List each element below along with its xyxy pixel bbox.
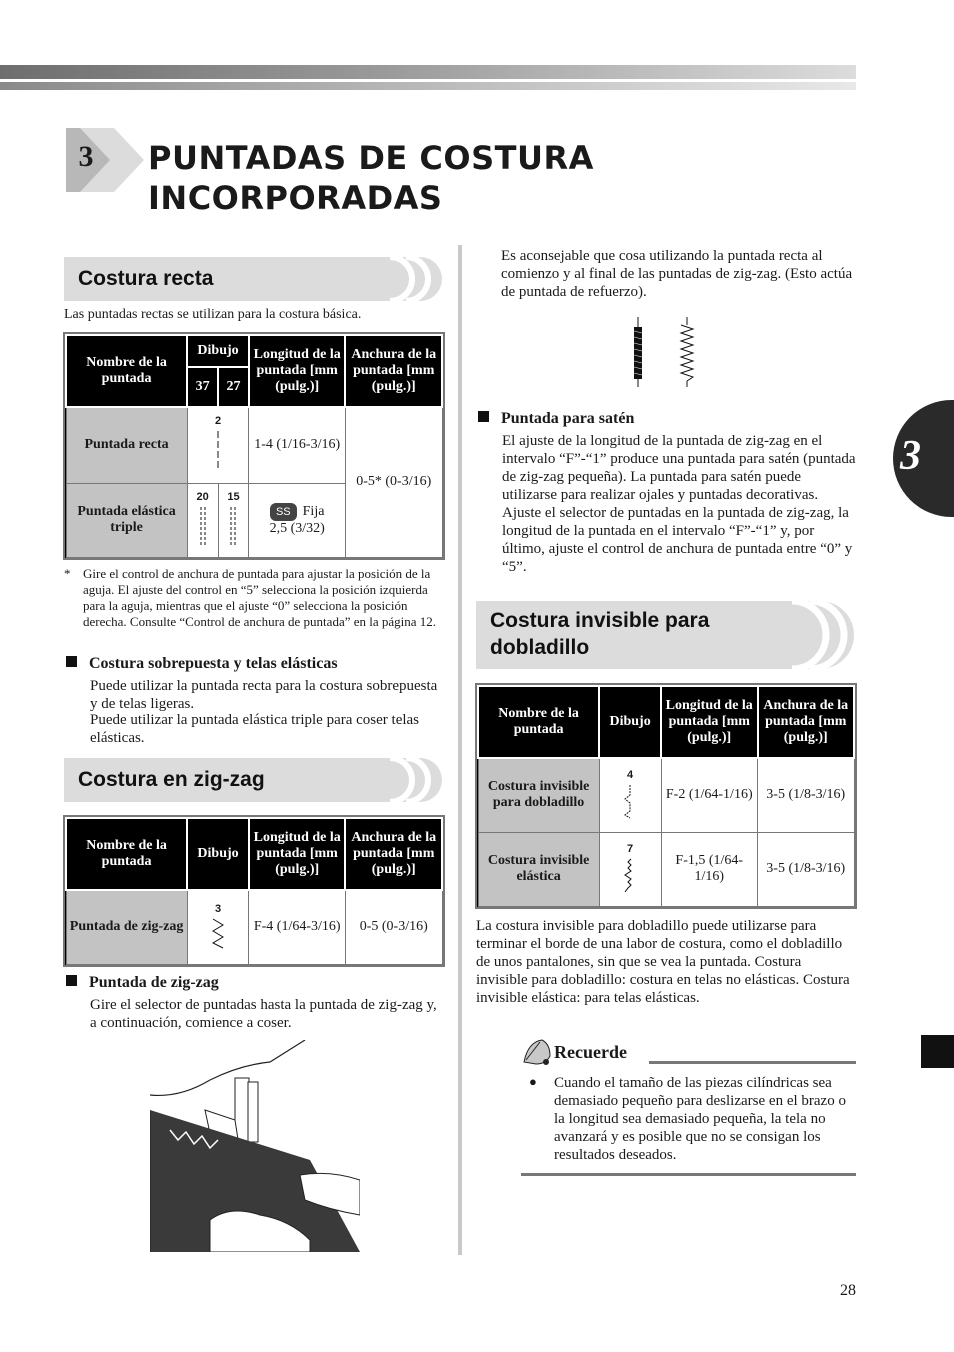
intro-text: Las puntadas rectas se utilizan para la costura básica. — [64, 307, 362, 322]
col-header-anchura: Anchura de la puntada [mm (pulg.)] — [345, 818, 442, 890]
section-title-line2: dobladillo — [490, 636, 590, 659]
col-header-dibujo: Dibujo — [599, 686, 661, 758]
stitch-number: 4 — [627, 768, 634, 781]
subheading-label: Puntada de zig-zag — [89, 974, 219, 991]
section-heading-zigzag — [64, 758, 442, 802]
subheading-zigzag — [66, 974, 219, 992]
longitud-value: 2,5 (3/32) — [269, 521, 325, 536]
row-longitud: F-2 (1/64-1/16) — [661, 758, 758, 832]
col-header-dibujo: Dibujo — [187, 818, 249, 890]
col-header-name: Nombre de la puntada — [66, 335, 187, 407]
saten-text: El ajuste de la longitud de la puntada de zig-zag en el intervalo “F”-“1” produce una puntada para satén (puntada de zig-zag pequeña). La puntada para satén puede utilizarse para realizar ojales y puntadas decorativas. Ajuste el selector de puntadas en la puntada de zig-zag, la longitud de la puntada en el intervalo “F”-“1” y, por último, ajuste el control de anchura de puntada entre “0” y “5”. — [502, 433, 856, 575]
zigzag-table — [63, 815, 445, 967]
column-divider — [458, 245, 462, 1255]
stitch-diagram — [187, 407, 249, 483]
recuerde-bottom-rule — [521, 1173, 856, 1176]
subheading-sobrepuesta — [66, 655, 338, 673]
stretch-blind-hem-stitch-icon — [622, 857, 638, 893]
header-bar-top — [0, 65, 856, 79]
col-header-dibujo: Dibujo — [187, 335, 249, 367]
sub-text-2: Puede utilizar la puntada elástica triple para coser telas elásticas. — [90, 712, 420, 746]
row-longitud: 1-4 (1/16-3/16) — [249, 407, 346, 483]
col-header-anchura: Anchura de la puntada [mm (pulg.)] — [345, 335, 442, 407]
ss-badge: SS — [270, 503, 297, 521]
recuerde-title: Recuerde — [554, 1042, 627, 1062]
sewing-machine-illustration — [150, 1040, 360, 1252]
col-header-name: Nombre de la puntada — [66, 818, 187, 890]
row-anchura: 3-5 (1/8-3/16) — [758, 758, 855, 832]
heading-curves-icon — [382, 758, 442, 802]
subheading-saten — [478, 410, 634, 428]
row-name: Puntada elástica triple — [66, 483, 187, 557]
page-title-line1: PUNTADAS DE COSTURA — [148, 139, 594, 177]
section-title: Costura en zig-zag — [78, 768, 265, 791]
footnote-text: Gire el control de anchura de puntada para ajustar la posición de la aguja. El ajuste del control en “5” selecciona la posición izquierda para la aguja, mientras que el ajuste “0” selecciona la posición derecha. Consulte “Control de anchura de puntada” en la página 12. — [83, 566, 437, 629]
stitch-diagram — [218, 483, 249, 557]
chapter-number: 3 — [78, 140, 94, 173]
zigzag-sub-text: Gire el selector de puntadas hasta la puntada de zig-zag y, a continuación, comience a coser. — [90, 997, 437, 1031]
square-bullet-icon — [478, 411, 489, 422]
blind-hem-stitch-icon — [622, 783, 638, 819]
stitch-number: 3 — [214, 902, 222, 915]
row-name: Costura invisible elástica — [478, 832, 599, 906]
stitch-number: 20 — [196, 490, 209, 503]
col-header-anchura: Anchura de la puntada [mm (pulg.)] — [758, 686, 855, 758]
col-header-37: 37 — [187, 367, 218, 407]
straight-stitch-icon — [213, 429, 223, 473]
section-heading-costura-recta — [64, 257, 442, 301]
invisible-text: La costura invisible para dobladillo puede utilizarse para terminar el borde de una labor de costura, como el dobladillo de unos pantalones, sin que se vea la puntada. Costura invisible para dobladillo: costura en telas no elásticas. Costura invisible elástica: para telas elásticas. — [476, 918, 850, 1006]
page-number: 28 — [840, 1282, 856, 1299]
footnote-star: * — [64, 566, 71, 581]
heading-curves-icon — [784, 601, 854, 669]
section-title-line1: Costura invisible para — [490, 609, 710, 632]
row-longitud: F-4 (1/64-3/16) — [249, 890, 346, 964]
side-tab-number: 3 — [900, 433, 921, 479]
col-header-longitud: Longitud de la puntada [mm (pulg.)] — [661, 686, 758, 758]
row-longitud — [249, 483, 346, 557]
row-longitud: F-1,5 (1/64-1/16) — [661, 832, 758, 906]
row-name: Puntada de zig-zag — [66, 890, 187, 964]
blind-hem-table — [475, 683, 857, 909]
section-title — [490, 607, 709, 661]
row-name: Puntada recta — [66, 407, 187, 483]
header-bar-bottom — [0, 82, 856, 90]
bell-icon — [520, 1036, 554, 1066]
section-title: Costura recta — [78, 267, 214, 290]
stitch-diagram — [599, 832, 661, 906]
edge-marker — [921, 1035, 954, 1068]
stitch-diagram — [187, 890, 249, 964]
zigzag-stitch-icon — [210, 917, 226, 949]
subheading-label: Puntada para satén — [501, 410, 635, 427]
col-header-longitud: Longitud de la puntada [mm (pulg.)] — [249, 818, 346, 890]
subheading-label: Costura sobrepuesta y telas elásticas — [89, 655, 338, 672]
recuerde-title-rule — [649, 1061, 856, 1064]
square-bullet-icon — [66, 975, 77, 986]
section-heading-invisible — [476, 601, 854, 669]
straight-stitch-table — [63, 332, 445, 560]
col-header-longitud: Longitud de la puntada [mm (pulg.)] — [249, 335, 346, 407]
col-header-27: 27 — [218, 367, 249, 407]
row-anchura: 0-5 (0-3/16) — [345, 890, 442, 964]
sub-text-1: Puede utilizar la puntada recta para la costura sobrepuesta y de telas ligeras. — [90, 678, 438, 712]
triple-stretch-stitch-icon — [227, 505, 239, 547]
stitch-number: 2 — [214, 414, 222, 427]
satin-stitch-illustration — [625, 315, 700, 390]
longitud-fija: Fija — [302, 504, 325, 519]
stitch-diagram — [187, 483, 218, 557]
heading-curves-icon — [382, 257, 442, 301]
anchura-value: 0-5* (0-3/16) — [345, 407, 442, 557]
recuerde-text: Cuando el tamaño de las piezas cilíndricas sea demasiado pequeño para deslizarse en el brazo o la longitud sea demasiado pequeña, la tela no avanzará y es posible que no se consigan los resultados deseados. — [554, 1075, 846, 1163]
triple-stretch-stitch-icon — [197, 505, 209, 547]
row-name: Costura invisible para dobladillo — [478, 758, 599, 832]
row-anchura: 3-5 (1/8-3/16) — [758, 832, 855, 906]
right-top-text: Es aconsejable que cosa utilizando la puntada recta al comienzo y al final de las puntadas de zig-zag. (Esto actúa de puntada de refuerzo). — [501, 248, 853, 300]
stitch-number: 7 — [627, 842, 634, 855]
bullet-icon: ● — [529, 1074, 537, 1089]
page-title — [148, 138, 748, 218]
stitch-number: 15 — [227, 490, 240, 503]
page-title-line2: INCORPORADAS — [148, 179, 443, 217]
square-bullet-icon — [66, 656, 77, 667]
stitch-diagram — [599, 758, 661, 832]
col-header-name: Nombre de la puntada — [478, 686, 599, 758]
